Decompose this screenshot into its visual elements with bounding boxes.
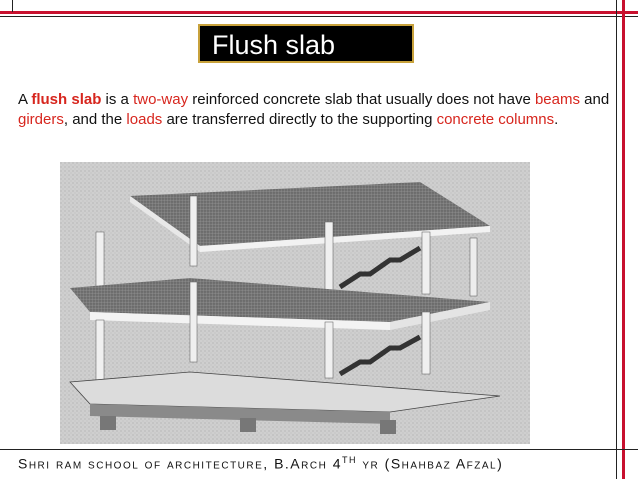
para-text: are transferred directly to the supporting — [162, 111, 437, 128]
dom-ino-structure-illustration — [60, 162, 530, 444]
para-text: is a — [101, 91, 134, 108]
term-flush-slab: flush slab — [31, 91, 102, 108]
footer-text-end: yr (Shahbaz Afzal) — [356, 455, 504, 472]
term-concrete-columns: concrete columns — [436, 111, 555, 128]
para-text: . — [554, 111, 559, 128]
term-loads: loads — [126, 111, 163, 128]
para-text: reinforced concrete slab that usually does not have — [188, 91, 535, 108]
definition-paragraph — [18, 90, 618, 130]
para-text: , and the — [63, 111, 127, 128]
top-red-line — [0, 11, 638, 14]
top-black-line — [0, 16, 638, 17]
term-beams: beams — [534, 91, 580, 108]
para-text: A — [18, 91, 32, 108]
right-red-line — [622, 0, 625, 479]
term-girders: girders — [18, 111, 64, 128]
footer-text: Shri ram school of architecture, B.Arch 4 — [18, 455, 342, 472]
right-black-line — [616, 0, 617, 479]
footer-credit — [18, 455, 628, 472]
footer-superscript: TH — [341, 455, 357, 465]
slide-title: Flush slab — [212, 30, 336, 60]
bottom-black-line — [0, 449, 638, 450]
left-tick — [12, 0, 13, 12]
term-two-way: two-way — [133, 91, 189, 108]
para-text: and — [579, 91, 610, 108]
title-box — [198, 24, 414, 63]
